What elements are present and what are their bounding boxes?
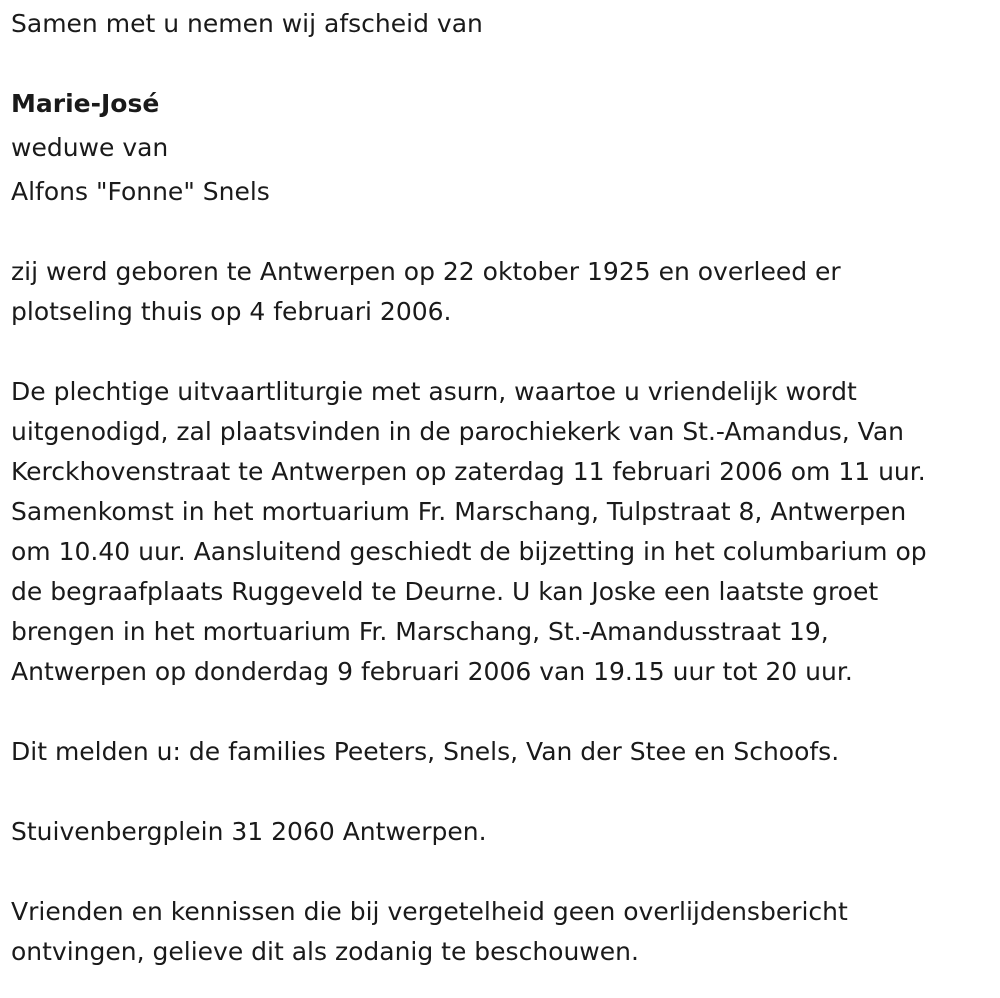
intro-text: Samen met u nemen wij afscheid van [11,9,483,38]
closing-line: ontvingen, gelieve dit als zodanig te beschouwen. [11,937,639,966]
relation-text: weduwe van [11,133,169,162]
spacer [11,692,996,732]
spacer [11,332,996,372]
ceremony-line: de begraafplaats Ruggeveld te Deurne. U kan Joske een laatste groet [11,577,879,606]
birth-death-line: plotseling thuis op 4 februari 2006. [11,297,452,326]
obituary-document [11,4,996,972]
spacer [11,212,996,252]
ceremony-line: Antwerpen op donderdag 9 februari 2006 van 19.15 uur tot 20 uur. [11,657,853,686]
deceased-name: Marie-José [11,89,160,118]
ceremony-line: om 10.40 uur. Aansluitend geschiedt de bijzetting in het columbarium op [11,537,927,566]
closing-line: Vrienden en kennissen die bij vergetelheid geen overlijdensbericht [11,897,848,926]
ceremony-line: uitgenodigd, zal plaatsvinden in de parochiekerk van St.-Amandus, Van [11,417,904,446]
spacer [11,44,996,84]
spouse-name: Alfons "Fonne" Snels [11,177,270,206]
birth-death-line: zij werd geboren te Antwerpen op 22 oktober 1925 en overleed er [11,257,841,286]
ceremony-line: Samenkomst in het mortuarium Fr. Marschang, Tulpstraat 8, Antwerpen [11,497,907,526]
ceremony-line: brengen in het mortuarium Fr. Marschang, St.-Amandusstraat 19, [11,617,829,646]
families-text: Dit melden u: de families Peeters, Snels, Van der Stee en Schoofs. [11,737,840,766]
ceremony-line: De plechtige uitvaartliturgie met asurn, waartoe u vriendelijk wordt [11,377,857,406]
ceremony-line: Kerckhovenstraat te Antwerpen op zaterdag 11 februari 2006 om 11 uur. [11,457,926,486]
address-text: Stuivenbergplein 31 2060 Antwerpen. [11,817,487,846]
spacer [11,852,996,892]
spacer [11,772,996,812]
